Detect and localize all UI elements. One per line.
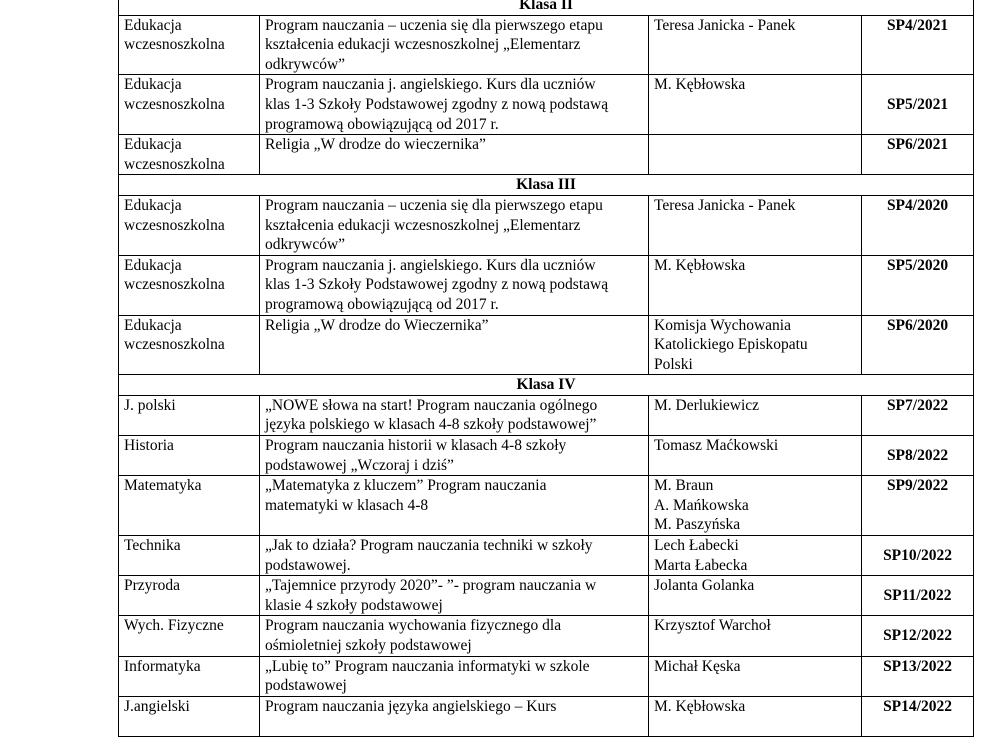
table-row (119, 656, 974, 696)
subject-text: wczesnoszkolna (124, 216, 225, 234)
author-text: M. Kębłowska (654, 76, 746, 94)
author-text: Lech Łabecki (654, 537, 739, 555)
program-code-cell: SP4/2021 (862, 15, 974, 75)
author-text: Teresa Janicka - Panek (654, 16, 796, 34)
author-cell (649, 395, 862, 435)
program-cell (260, 15, 649, 75)
program-text: Religia „W drodze do Wieczernika” (265, 316, 489, 334)
program-code-cell: SP11/2022 (862, 576, 974, 616)
program-text: kształcenia edukacji wczesnoszkolnej „Elementarz (265, 216, 581, 234)
program-cell (260, 576, 649, 616)
subject-text: J.angielski (124, 697, 190, 715)
program-text: matematyki w klasach 4-8 (265, 496, 429, 514)
program-text: „Tajemnice przyrody 2020”- ”- program nauczania w (265, 577, 597, 595)
section-header-row (119, 0, 974, 15)
table-row (119, 436, 974, 476)
subject-text: Edukacja (124, 256, 182, 274)
subject-text: wczesnoszkolna (124, 155, 225, 173)
program-cell (260, 436, 649, 476)
program-text: Program nauczania wychowania fizycznego dla (265, 617, 562, 635)
program-cell (260, 476, 649, 536)
author-text: M. Derlukiewicz (654, 396, 760, 414)
subject-cell (119, 195, 260, 255)
program-cell (260, 696, 649, 736)
program-code-cell: SP5/2021 (862, 75, 974, 135)
subject-cell (119, 656, 260, 696)
author-text: Komisja Wychowania (654, 316, 791, 334)
program-text: „Jak to działa? Program nauczania techniki w szkoły (265, 537, 593, 555)
program-cell (260, 656, 649, 696)
program-text: „Lubię to” Program nauczania informatyki w szkole (265, 657, 590, 675)
subject-cell (119, 696, 260, 736)
table-row (119, 576, 974, 616)
author-cell (649, 195, 862, 255)
subject-text: Edukacja (124, 196, 182, 214)
subject-text: Matematyka (124, 477, 202, 495)
subject-text: Edukacja (124, 316, 182, 334)
subject-text: Historia (124, 437, 174, 455)
section-header-row (119, 375, 974, 396)
author-text: Tomasz Maćkowski (654, 437, 779, 455)
author-text: Krzysztof Warchoł (654, 617, 771, 635)
program-code-cell: SP7/2022 (862, 395, 974, 435)
program-text: „Matematyka z kluczem” Program nauczania (265, 477, 547, 495)
program-code-cell: SP5/2020 (862, 255, 974, 315)
author-text: Katolickiego Episkopatu (654, 336, 808, 354)
subject-text: Edukacja (124, 76, 182, 94)
table-row (119, 476, 974, 536)
subject-text: Edukacja (124, 16, 182, 34)
table-row (119, 536, 974, 576)
subject-cell (119, 395, 260, 435)
program-text: Religia „W drodze do wieczernika” (265, 136, 486, 154)
program-text: ośmioletniej szkoły podstawowej (265, 637, 472, 654)
program-text: Program nauczania historii w klasach 4-8 szkoły (265, 437, 567, 455)
subject-cell (119, 135, 260, 175)
subject-cell (119, 436, 260, 476)
subject-text: Edukacja (124, 136, 182, 154)
author-cell (649, 315, 862, 375)
author-text: Teresa Janicka - Panek (654, 196, 796, 214)
author-cell (649, 656, 862, 696)
subject-cell (119, 75, 260, 135)
program-text: Program nauczania języka angielskiego – Kurs (265, 697, 557, 715)
subject-cell (119, 15, 260, 75)
section-header-row (119, 175, 974, 196)
program-text: Program nauczania j. angielskiego. Kurs dla uczniów (265, 76, 596, 94)
author-text: M. Kębłowska (654, 697, 746, 715)
subject-cell (119, 476, 260, 536)
subject-cell (119, 576, 260, 616)
author-cell (649, 476, 862, 536)
program-text: „NOWE słowa na start! Program nauczania ogólnego (265, 396, 598, 414)
table-row (119, 395, 974, 435)
author-cell (649, 75, 862, 135)
subject-text: Wych. Fizyczne (124, 617, 224, 635)
program-text: odkrywców” (265, 55, 346, 73)
program-text: podstawowej (265, 677, 347, 695)
program-text: podstawowej „Wczoraj i dziś” (265, 456, 454, 474)
program-cell (260, 315, 649, 375)
author-cell (649, 576, 862, 616)
program-text: klasie 4 szkoły podstawowej (265, 596, 443, 614)
table-row (119, 135, 974, 175)
author-cell (649, 255, 862, 315)
table-row (119, 195, 974, 255)
table-row (119, 75, 974, 135)
program-code-cell: SP8/2022 (862, 436, 974, 476)
program-cell (260, 195, 649, 255)
author-cell (649, 436, 862, 476)
table-row (119, 696, 974, 736)
author-cell (649, 616, 862, 656)
subject-text: wczesnoszkolna (124, 336, 225, 354)
program-cell (260, 616, 649, 656)
program-text: programową obowiązującą od 2017 r. (265, 295, 499, 313)
program-text: klas 1-3 Szkoły Podstawowej zgodny z nową podstawą (265, 95, 609, 113)
section-title: Klasa IV (119, 375, 974, 396)
author-cell (649, 135, 862, 175)
program-code-cell: SP10/2022 (862, 536, 974, 576)
program-text: Program nauczania j. angielskiego. Kurs dla uczniów (265, 256, 596, 274)
program-text: Program nauczania – uczenia się dla pierwszego etapu (265, 196, 603, 214)
program-text: klas 1-3 Szkoły Podstawowej zgodny z nową podstawą (265, 276, 609, 294)
table-row (119, 15, 974, 75)
program-code-cell: SP6/2020 (862, 315, 974, 375)
subject-cell (119, 315, 260, 375)
author-text: Marta Łabecka (654, 556, 748, 574)
author-text: M. Kębłowska (654, 256, 746, 274)
subject-cell (119, 255, 260, 315)
author-text: Michał Kęska (654, 657, 741, 675)
author-text: M. Paszyńska (654, 516, 741, 534)
program-code-cell: SP13/2022 (862, 656, 974, 696)
curriculum-table-body (119, 0, 974, 736)
table-row (119, 255, 974, 315)
table-row (119, 616, 974, 656)
section-title: Klasa II (119, 0, 974, 15)
subject-text: J. polski (124, 396, 176, 414)
subject-cell (119, 616, 260, 656)
table-row (119, 315, 974, 375)
program-code-cell: SP12/2022 (862, 616, 974, 656)
program-text: podstawowej. (265, 556, 351, 574)
subject-text: Informatyka (124, 657, 201, 675)
subject-text: wczesnoszkolna (124, 276, 225, 294)
program-text: języka polskiego w klasach 4-8 szkoły podstawowej” (265, 416, 597, 434)
author-cell (649, 696, 862, 736)
program-cell (260, 395, 649, 435)
program-cell (260, 75, 649, 135)
program-cell (260, 255, 649, 315)
author-text: Polski (654, 355, 693, 373)
program-cell (260, 536, 649, 576)
subject-text: wczesnoszkolna (124, 95, 225, 113)
author-text: A. Mańkowska (654, 496, 749, 514)
program-code-cell: SP14/2022 (862, 696, 974, 736)
program-code-cell: SP4/2020 (862, 195, 974, 255)
program-text: programową obowiązującą od 2017 r. (265, 115, 499, 133)
subject-cell (119, 536, 260, 576)
author-text: Jolanta Golanka (654, 577, 755, 595)
author-cell (649, 536, 862, 576)
program-text: odkrywców” (265, 236, 346, 254)
author-text: M. Braun (654, 477, 714, 495)
subject-text: Technika (124, 537, 181, 555)
program-text: kształcenia edukacji wczesnoszkolnej „Elementarz (265, 36, 581, 54)
subject-text: wczesnoszkolna (124, 36, 225, 54)
subject-text: Przyroda (124, 577, 180, 595)
author-cell (649, 15, 862, 75)
section-title: Klasa III (119, 175, 974, 196)
program-text: Program nauczania – uczenia się dla pierwszego etapu (265, 16, 603, 34)
program-cell (260, 135, 649, 175)
program-code-cell: SP6/2021 (862, 135, 974, 175)
program-code-cell: SP9/2022 (862, 476, 974, 536)
curriculum-table (118, 0, 974, 737)
